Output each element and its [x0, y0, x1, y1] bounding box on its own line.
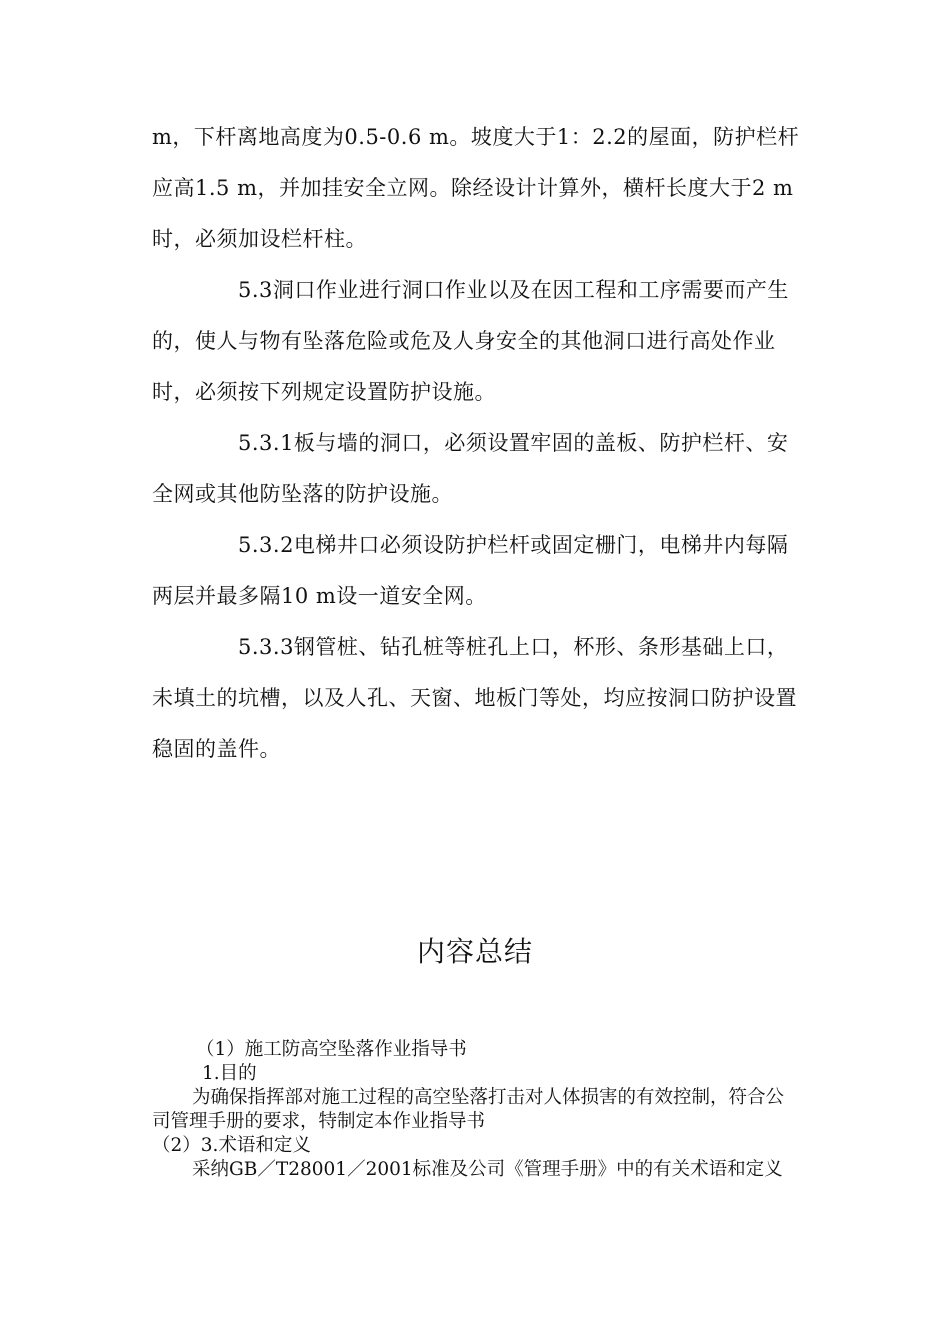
summary-section [152, 1038, 802, 1182]
summary-title: 内容总结 [416, 935, 533, 968]
paragraph-slab-wall-opening: 5.3.1板与墙的洞口，必须设置牢固的盖板、防护栏杆、安全网或其他防坠落的防护设施。 [152, 431, 789, 506]
document-body [152, 112, 802, 775]
paragraph-elevator-shaft: 5.3.2电梯井口必须设防护栏杆或固定栅门，电梯井内每隔两层并最多隔10 m设一道安全网。 [152, 533, 789, 608]
summary-line: （2）3.术语和定义 [152, 1135, 311, 1156]
summary-line: 1.目的 [202, 1063, 257, 1084]
summary-line: 采纳GB／T28001／2001标准及公司《管理手册》中的有关术语和定义 [192, 1159, 783, 1180]
paragraph-opening-work: 5.3洞口作业进行洞口作业以及在因工程和工序需要而产生的，使人与物有坠落危险或危及人身安全的其他洞口进行高处作业时，必须按下列规定设置防护设施。 [152, 278, 789, 404]
summary-line: 为确保指挥部对施工过程的高空坠落打击对人体损害的有效控制，符合公司管理手册的要求，特制定本作业指导书 [152, 1087, 785, 1132]
paragraph-pile-hole: 5.3.3钢管桩、钻孔桩等桩孔上口，杯形、条形基础上口，未填土的坑槽，以及人孔、天窗、地板门等处，均应按洞口防护设置稳固的盖件。 [152, 635, 797, 761]
summary-line: （1）施工防高空坠落作业指导书 [196, 1039, 467, 1060]
paragraph-railing-height: m，下杆离地高度为0.5-0.6 m。坡度大于1：2.2的屋面，防护栏杆应高1.5 m，并加挂安全立网。除经设计计算外，横杆长度大于2 m时，必须加设栏杆柱。 [152, 125, 800, 251]
